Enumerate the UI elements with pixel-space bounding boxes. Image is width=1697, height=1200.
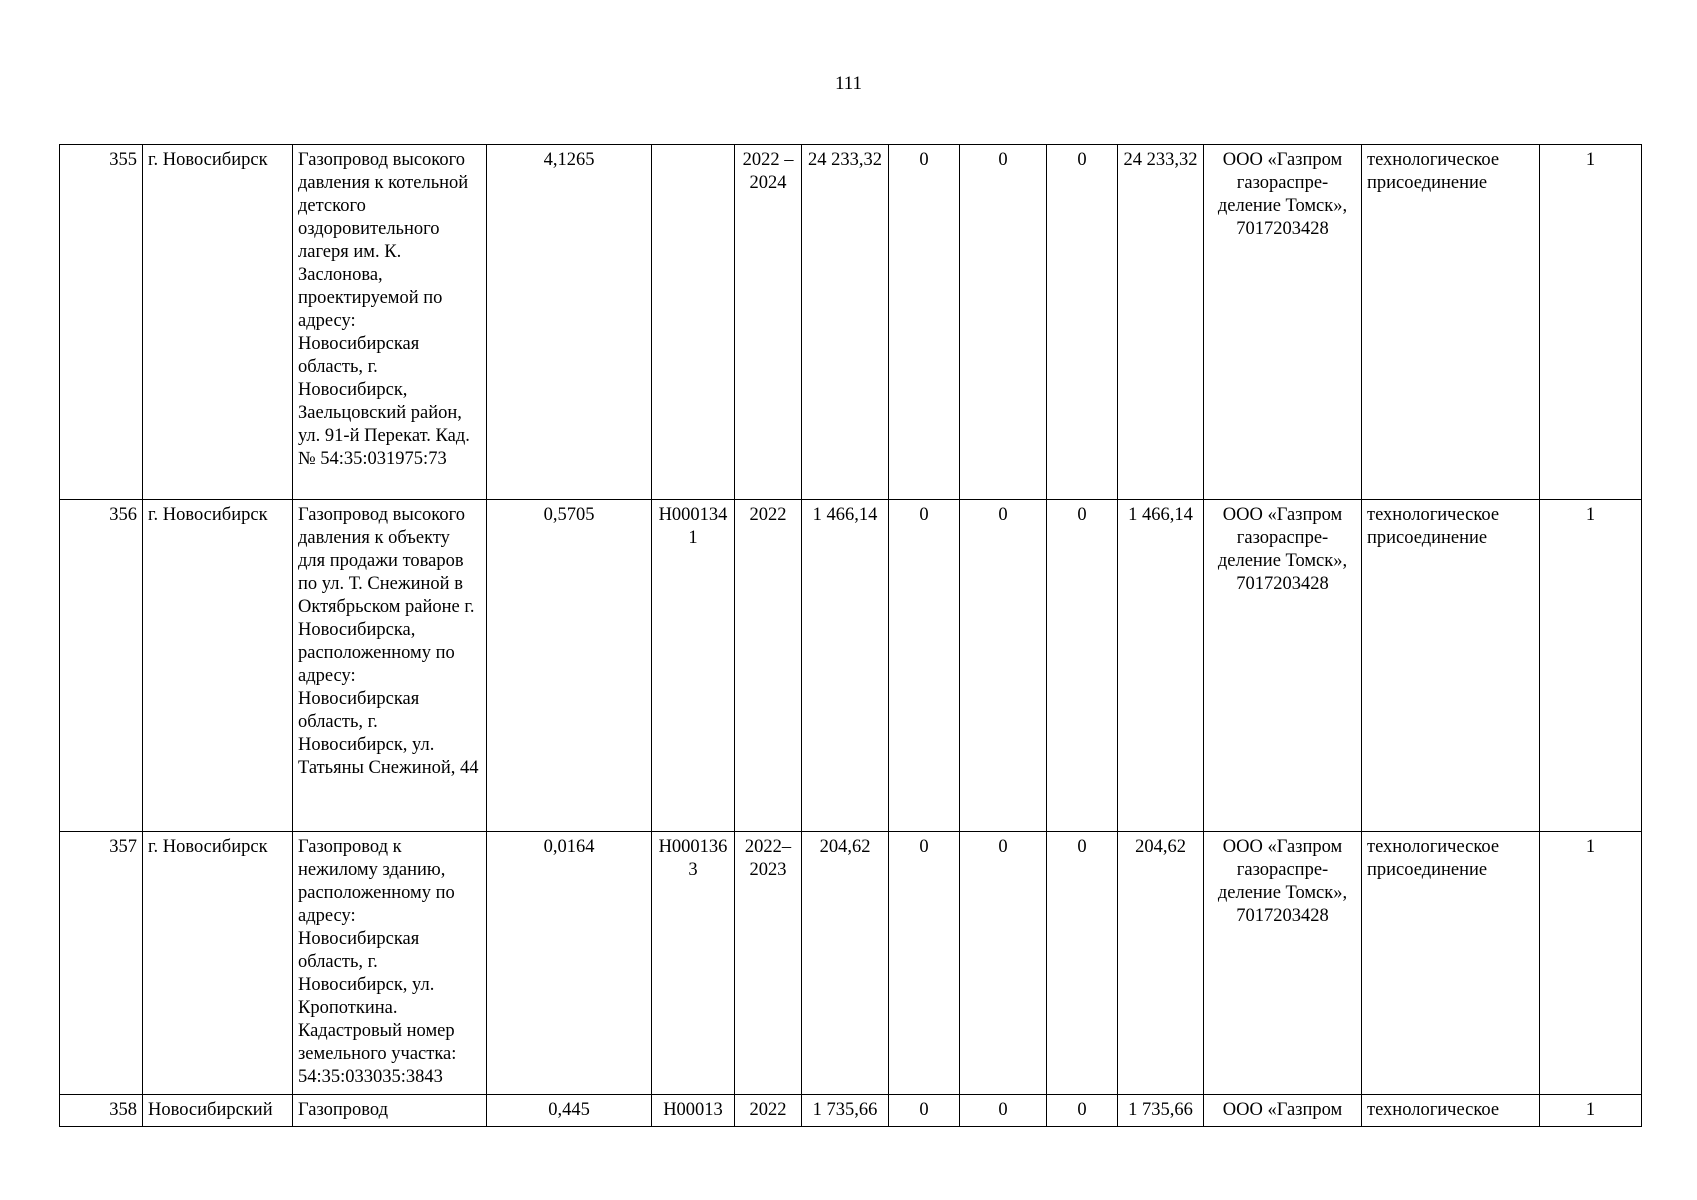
cell-basis: технологическое присоединение <box>1362 500 1540 832</box>
cell-number: 356 <box>60 500 143 832</box>
cell-description: Газопровод высокого давления к котельной детского оздоровительного лагеря им. К. Заслонова, проектируемой по адресу: Новосибирская область, г. Новосибирск, Заельцовский район, ул. 91-й Перекат. Кад. № 54:35:031975:73 <box>293 145 487 500</box>
cell-count: 1 <box>1540 145 1642 500</box>
cell-code: Н00013 <box>652 1095 735 1127</box>
cell-description: Газопровод к нежилому зданию, расположенному по адресу: Новосибирская область, г. Новосибирск, ул. Кропоткина. Кадастровый номер земельного участка: 54:35:033035:3843 <box>293 832 487 1095</box>
cell-length: 4,1265 <box>487 145 652 500</box>
cell-value: 0 <box>960 1095 1047 1127</box>
cell-total: 1 735,66 <box>802 1095 889 1127</box>
cell-code: Н0001341 <box>652 500 735 832</box>
cell-value: 0 <box>960 832 1047 1095</box>
investment-table <box>59 144 1642 1127</box>
cell-value: 0 <box>1047 500 1118 832</box>
table-row <box>60 145 1642 500</box>
cell-value: 0 <box>889 1095 960 1127</box>
cell-count: 1 <box>1540 1095 1642 1127</box>
cell-years: 2022 <box>735 500 802 832</box>
cell-description: Газопровод <box>293 1095 487 1127</box>
cell-value: 0 <box>889 500 960 832</box>
table-row <box>60 1095 1642 1127</box>
cell-value: 0 <box>1047 832 1118 1095</box>
cell-description: Газопровод высокого давления к объекту для продажи товаров по ул. Т. Снежиной в Октябрьском районе г. Новосибирска, расположенному по адресу: Новосибирская область, г. Новосибирск, ул. Татьяны Снежиной, 44 <box>293 500 487 832</box>
cell-basis: технологическое присоединение <box>1362 832 1540 1095</box>
cell-count: 1 <box>1540 500 1642 832</box>
cell-length: 0,5705 <box>487 500 652 832</box>
cell-years: 2022 <box>735 1095 802 1127</box>
cell-number: 358 <box>60 1095 143 1127</box>
table-row <box>60 500 1642 832</box>
cell-code <box>652 145 735 500</box>
cell-locality: г. Новосибирск <box>143 500 293 832</box>
cell-organization: ООО «Газпром газораспре-деление Томск», 7017203428 <box>1204 145 1362 500</box>
cell-length: 0,0164 <box>487 832 652 1095</box>
cell-total: 1 466,14 <box>802 500 889 832</box>
cell-value: 0 <box>960 500 1047 832</box>
page-number: 111 <box>834 73 863 94</box>
cell-basis: технологическое <box>1362 1095 1540 1127</box>
cell-number: 355 <box>60 145 143 500</box>
cell-total: 24 233,32 <box>802 145 889 500</box>
cell-organization: ООО «Газпром <box>1204 1095 1362 1127</box>
cell-number: 357 <box>60 832 143 1095</box>
cell-locality: Новосибирский <box>143 1095 293 1127</box>
cell-value: 0 <box>960 145 1047 500</box>
cell-locality: г. Новосибирск <box>143 832 293 1095</box>
cell-locality: г. Новосибирск <box>143 145 293 500</box>
cell-organization: ООО «Газпром газораспре-деление Томск», 7017203428 <box>1204 500 1362 832</box>
cell-value: 0 <box>889 832 960 1095</box>
cell-years: 2022 – 2024 <box>735 145 802 500</box>
table-row <box>60 832 1642 1095</box>
cell-own-funds: 24 233,32 <box>1118 145 1204 500</box>
cell-value: 0 <box>1047 145 1118 500</box>
cell-total: 204,62 <box>802 832 889 1095</box>
cell-code: Н0001363 <box>652 832 735 1095</box>
cell-own-funds: 1 735,66 <box>1118 1095 1204 1127</box>
cell-value: 0 <box>1047 1095 1118 1127</box>
cell-own-funds: 1 466,14 <box>1118 500 1204 832</box>
cell-years: 2022–2023 <box>735 832 802 1095</box>
cell-length: 0,445 <box>487 1095 652 1127</box>
cell-organization: ООО «Газпром газораспре-деление Томск», 7017203428 <box>1204 832 1362 1095</box>
cell-count: 1 <box>1540 832 1642 1095</box>
cell-basis: технологическое присоединение <box>1362 145 1540 500</box>
cell-value: 0 <box>889 145 960 500</box>
cell-own-funds: 204,62 <box>1118 832 1204 1095</box>
